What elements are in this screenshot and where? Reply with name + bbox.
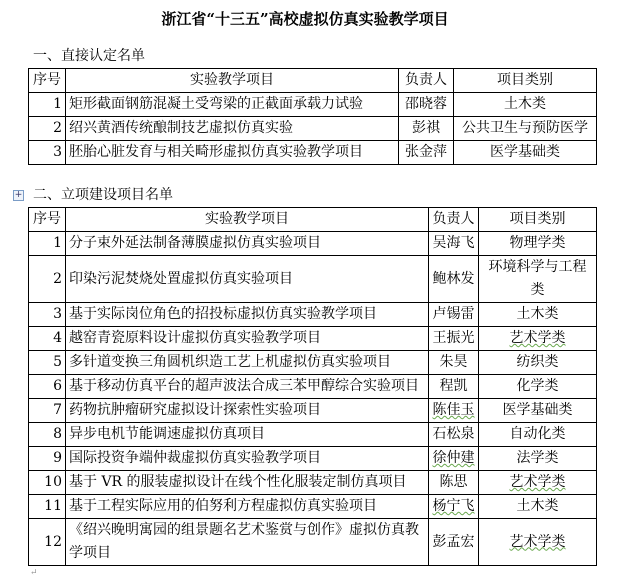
section2-heading: 二、立项建设项目名单 — [33, 187, 173, 203]
table-header-row — [29, 69, 597, 93]
row-category: 艺术学类 — [479, 471, 597, 495]
row-category: 艺术学类 — [479, 327, 597, 351]
table-row — [29, 232, 597, 256]
row-project: 《绍兴晚明寓园的组景题名艺术鉴赏与创作》虚拟仿真教学项目 — [66, 519, 429, 566]
row-leader: 彭孟宏 — [429, 519, 479, 566]
row-no: 2 — [29, 256, 66, 303]
row-no: 12 — [29, 519, 66, 566]
row-no: 4 — [29, 327, 66, 351]
header-leader: 负责人 — [399, 69, 454, 93]
table-row — [29, 447, 597, 471]
row-no: 5 — [29, 351, 66, 375]
row-leader: 王振光 — [429, 327, 479, 351]
header-project: 实验教学项目 — [66, 208, 429, 232]
row-leader: 吴海飞 — [429, 232, 479, 256]
row-leader: 杨宁飞 — [429, 495, 479, 519]
row-leader: 程凯 — [429, 375, 479, 399]
row-category: 纺织类 — [479, 351, 597, 375]
row-leader: 张金萍 — [399, 141, 454, 165]
row-no: 7 — [29, 399, 66, 423]
row-project: 国际投资争端仲裁虚拟仿真实验教学项目 — [66, 447, 429, 471]
row-no: 2 — [29, 117, 66, 141]
row-category: 公共卫生与预防医学 — [454, 117, 597, 141]
row-leader: 彭祺 — [399, 117, 454, 141]
row-project: 分子束外延法制备薄膜虚拟仿真实验项目 — [66, 232, 429, 256]
row-category: 医学基础类 — [454, 141, 597, 165]
row-leader: 石松泉 — [429, 423, 479, 447]
table-row — [29, 495, 597, 519]
row-project: 基于 VR 的服装虚拟设计在线个性化服装定制仿真项目 — [66, 471, 429, 495]
direct-list-table — [28, 68, 597, 165]
table-row — [29, 399, 597, 423]
table-header-row — [29, 208, 597, 232]
header-leader: 负责人 — [429, 208, 479, 232]
table-row — [29, 93, 597, 117]
table-row — [29, 327, 597, 351]
row-category: 环境科学与工程类 — [479, 256, 597, 303]
document-title: 浙江省“十三五”高校虚拟仿真实验教学项目 — [161, 10, 449, 28]
table-row — [29, 351, 597, 375]
row-category: 土木类 — [479, 303, 597, 327]
row-category: 化学类 — [479, 375, 597, 399]
table-row — [29, 303, 597, 327]
row-leader: 鲍林发 — [429, 256, 479, 303]
header-category: 项目类别 — [454, 69, 597, 93]
row-leader: 陈思 — [429, 471, 479, 495]
row-category: 医学基础类 — [479, 399, 597, 423]
table-row — [29, 141, 597, 165]
table-row — [29, 375, 597, 399]
row-category: 物理学类 — [479, 232, 597, 256]
approved-list-table — [28, 207, 597, 566]
row-project: 胚胎心脏发育与相关畸形虚拟仿真实验教学项目 — [66, 141, 399, 165]
section1-heading: 一、直接认定名单 — [33, 48, 145, 64]
row-project: 异步电机节能调速虚拟仿真项目 — [66, 423, 429, 447]
row-leader: 朱昊 — [429, 351, 479, 375]
row-category: 土木类 — [454, 93, 597, 117]
row-project: 矩形截面钢筋混凝土受弯梁的正截面承载力试验 — [66, 93, 399, 117]
row-no: 8 — [29, 423, 66, 447]
row-leader: 陈佳玉 — [429, 399, 479, 423]
row-no: 1 — [29, 93, 66, 117]
row-leader: 邵晓蓉 — [399, 93, 454, 117]
row-project: 药物抗肿瘤研究虚拟设计探索性实验项目 — [66, 399, 429, 423]
row-no: 1 — [29, 232, 66, 256]
row-no: 11 — [29, 495, 66, 519]
table-row — [29, 256, 597, 303]
header-project: 实验教学项目 — [66, 69, 399, 93]
row-category: 法学类 — [479, 447, 597, 471]
row-no: 10 — [29, 471, 66, 495]
table-row — [29, 519, 597, 566]
row-project: 越窑青瓷原料设计虚拟仿真实验教学项目 — [66, 327, 429, 351]
row-category: 自动化类 — [479, 423, 597, 447]
row-no: 3 — [29, 141, 66, 165]
header-no: 序号 — [29, 69, 66, 93]
row-category: 土木类 — [479, 495, 597, 519]
row-project: 基于实际岗位角色的招投标虚拟仿真实验教学项目 — [66, 303, 429, 327]
row-project: 基于工程实际应用的伯努利方程虚拟仿真实验项目 — [66, 495, 429, 519]
row-project: 多针道变换三角圆机织造工艺上机虚拟仿真实验项目 — [66, 351, 429, 375]
row-no: 9 — [29, 447, 66, 471]
row-no: 3 — [29, 303, 66, 327]
row-project: 绍兴黄酒传统酿制技艺虚拟仿真实验 — [66, 117, 399, 141]
row-leader: 卢锡雷 — [429, 303, 479, 327]
header-category: 项目类别 — [479, 208, 597, 232]
row-project: 基于移动仿真平台的超声波法合成三苯甲醇综合实验项目 — [66, 375, 429, 399]
row-category: 艺术学类 — [479, 519, 597, 566]
paragraph-mark-icon: ↵ — [30, 568, 38, 578]
table-row — [29, 471, 597, 495]
table-row — [29, 423, 597, 447]
table-row — [29, 117, 597, 141]
row-no: 6 — [29, 375, 66, 399]
row-project: 印染污泥焚烧处置虚拟仿真实验项目 — [66, 256, 429, 303]
row-leader: 徐仲建 — [429, 447, 479, 471]
header-no: 序号 — [29, 208, 66, 232]
table-move-handle-icon[interactable]: + — [14, 190, 23, 200]
